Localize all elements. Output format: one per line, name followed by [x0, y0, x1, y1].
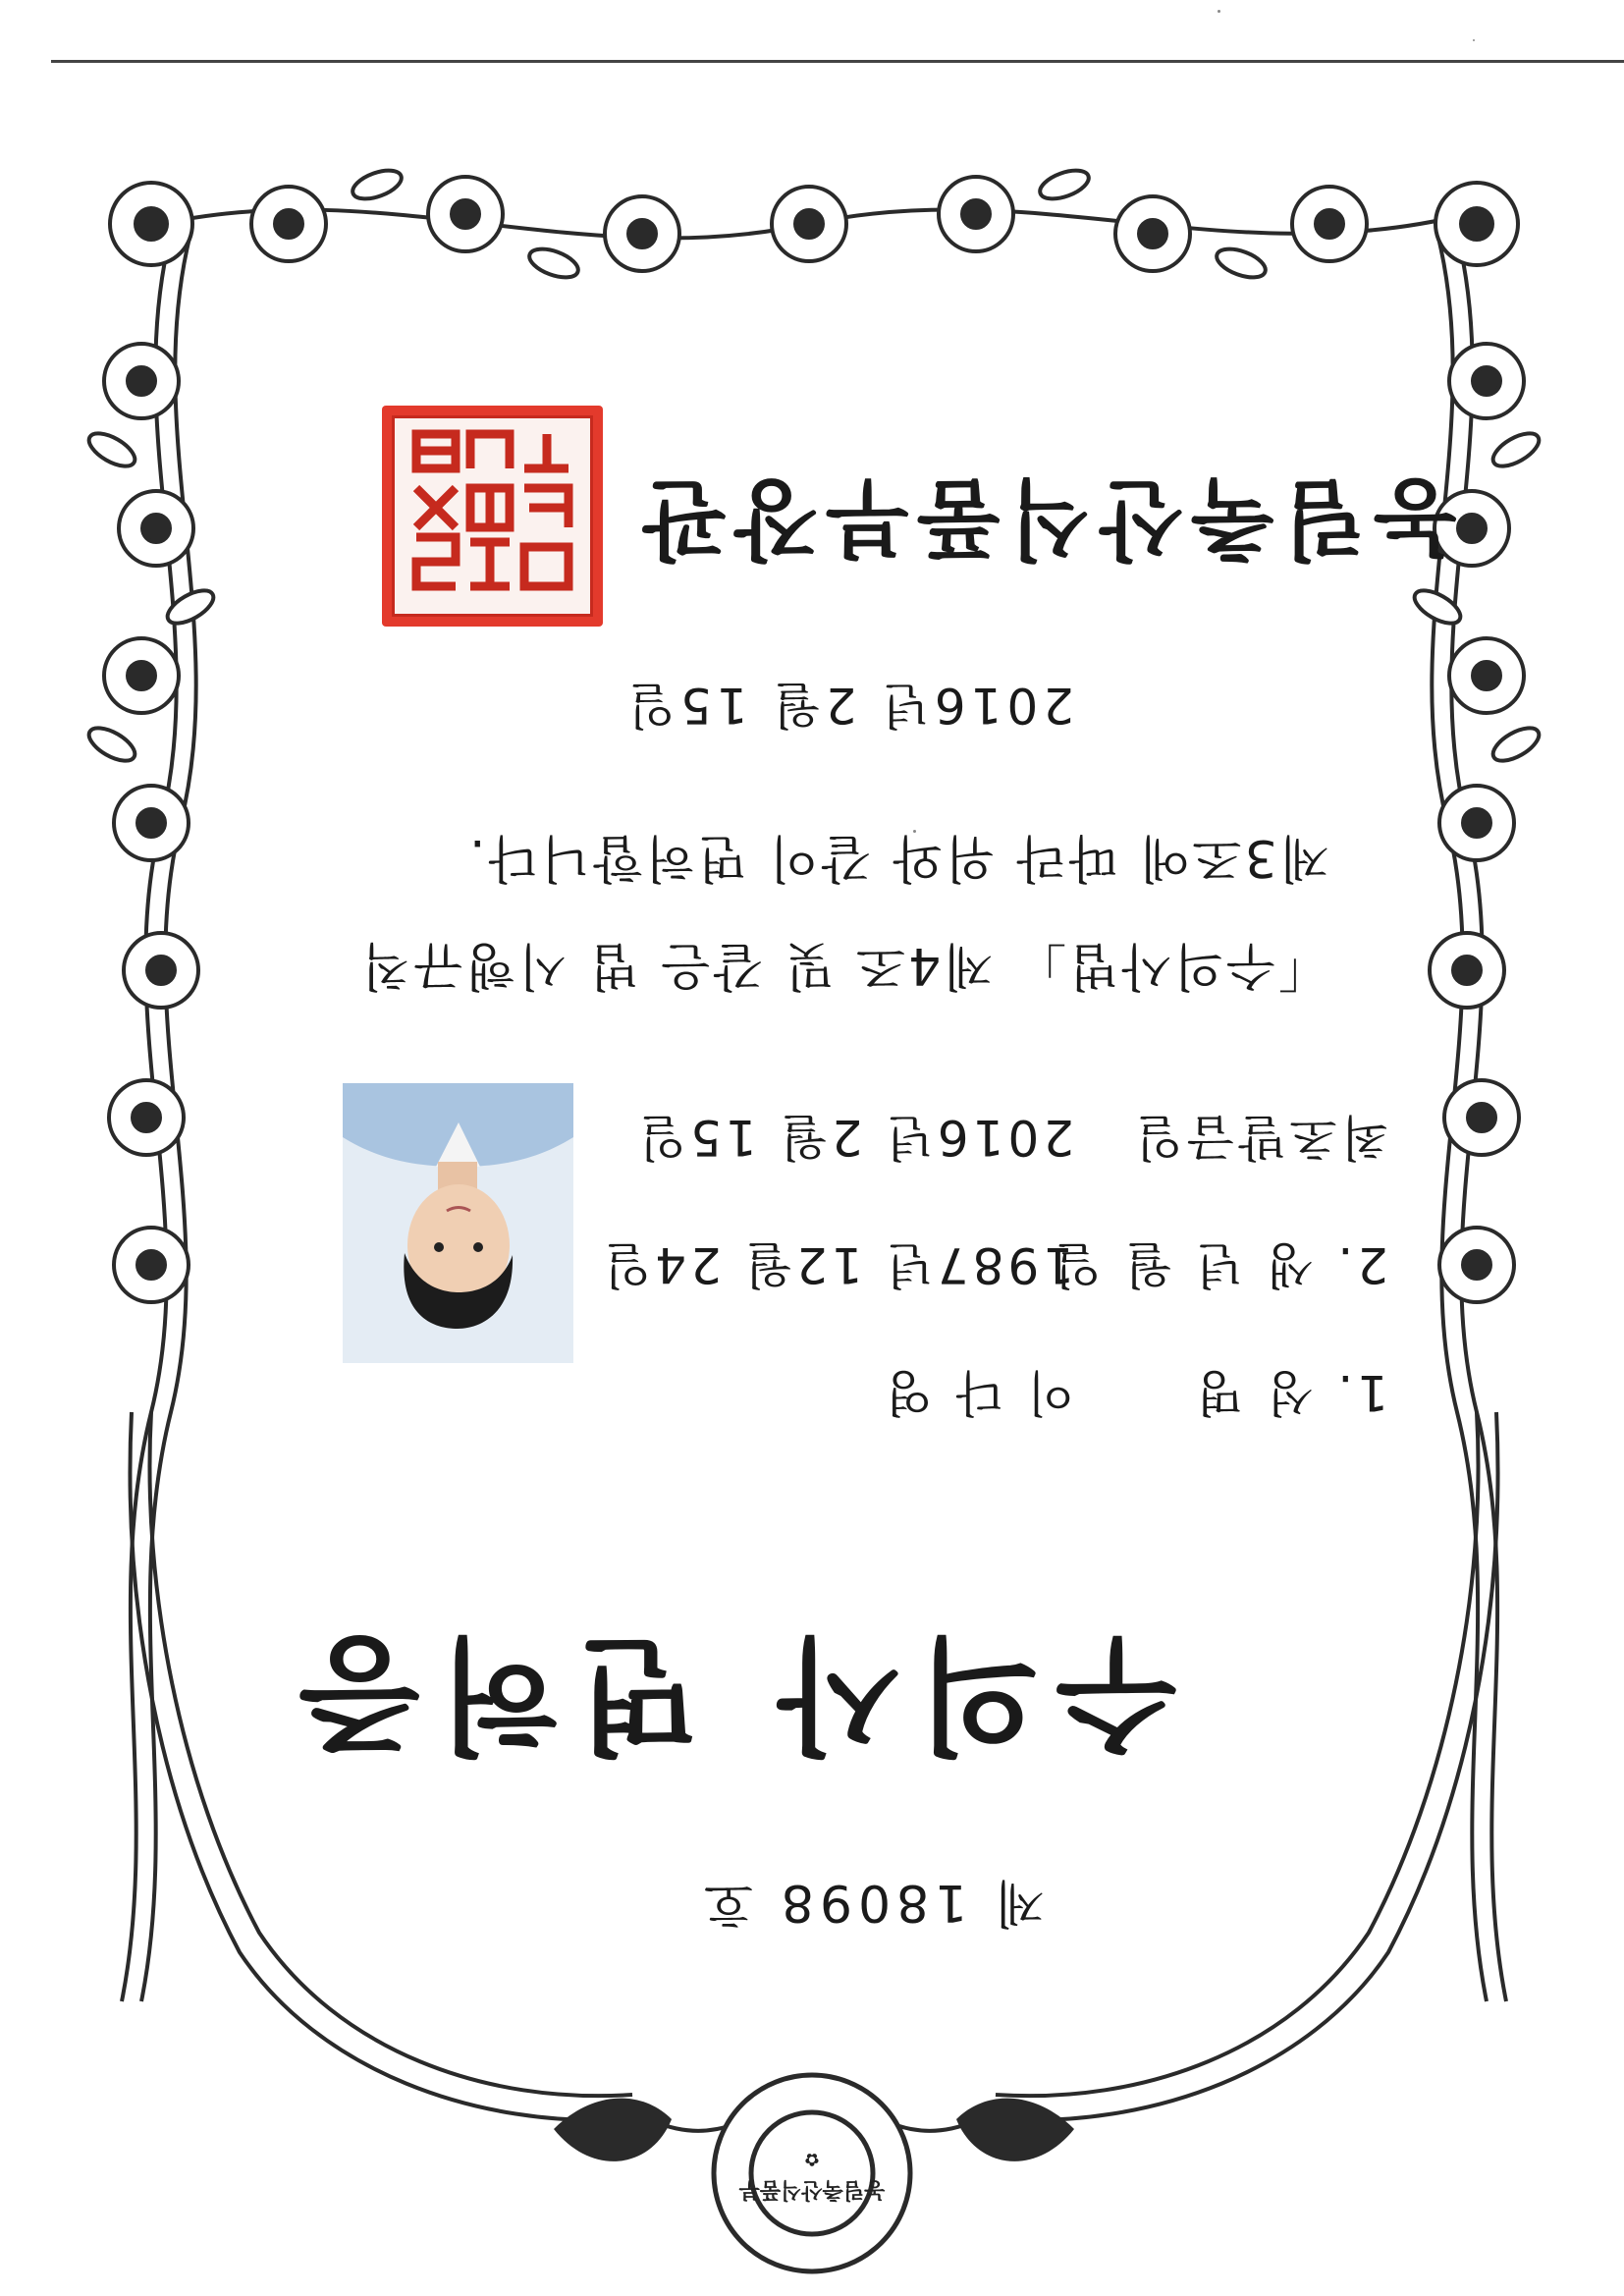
field-birthdate [600, 1233, 1388, 1304]
seal-glyphs [392, 415, 593, 617]
field-value: 이 다 영 [881, 1364, 1075, 1421]
scan-speck [1218, 10, 1220, 13]
emblem-label: 농림축산식품부 [738, 2177, 886, 2202]
field-first-issue-date [635, 1106, 1388, 1176]
government-emblem [714, 2075, 910, 2271]
decorative-floral-frame [0, 74, 1624, 2296]
emblem-mark: ✿ [804, 2149, 820, 2169]
field-label: 최초발급일 [1131, 1109, 1388, 1166]
field-value: 1987년 12월 24일 [599, 1236, 1075, 1293]
certificate-content-rotated [0, 74, 1624, 2296]
scan-edge-line [51, 60, 1624, 63]
body-line-1: 「수의사법」 제4조 및 같은 법 시행규칙 [358, 936, 1329, 995]
issue-date: 2016년 2월 15일 [623, 677, 1074, 734]
certificate-page [0, 74, 1624, 2296]
issuer-name: 농림축산식품부장관 [634, 468, 1457, 570]
certificate-title: 수의사 면허증 [281, 1620, 1177, 1767]
holder-photo [343, 1083, 573, 1363]
field-value: 2016년 2월 15일 [634, 1109, 1075, 1166]
scan-speck [1473, 39, 1475, 41]
certificate-number: 제 18098 호 [698, 1873, 1045, 1932]
field-name [881, 1361, 1388, 1432]
portrait-image [343, 1083, 573, 1363]
field-label: 1. 성 명 [1191, 1364, 1388, 1421]
body-line-2: 제3조에 따라 위와 같이 면허합니다. [466, 828, 1329, 887]
field-label: 2. 생 년 월 일 [1050, 1236, 1388, 1293]
seal-pattern [402, 424, 583, 606]
official-seal [382, 406, 603, 627]
